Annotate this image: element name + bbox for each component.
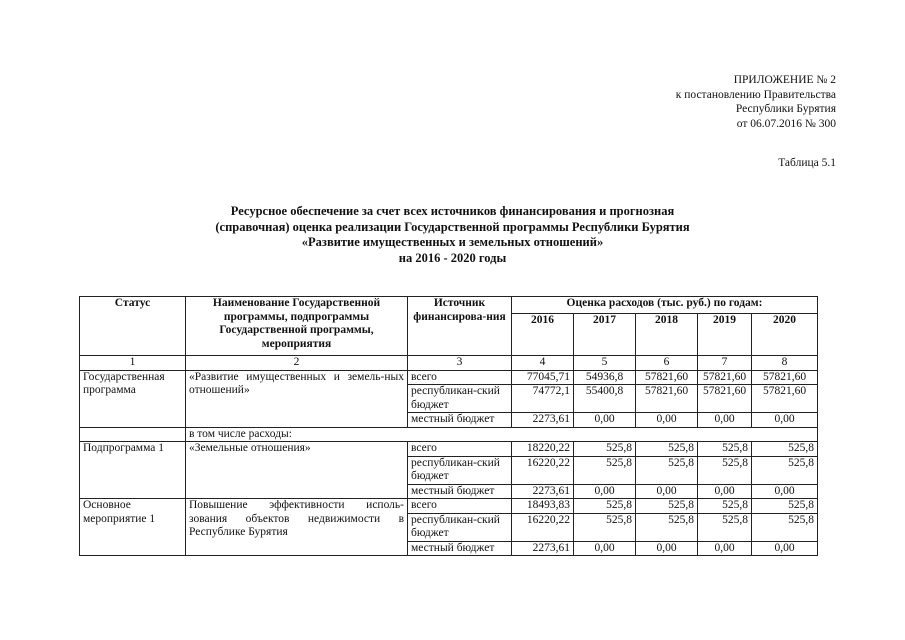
source-cell: всего	[408, 442, 512, 457]
value-cell: 77045,71	[512, 370, 574, 385]
value-cell: 525,8	[698, 513, 752, 541]
annex-date: от 06.07.2016 № 300	[736, 117, 836, 130]
value-cell: 0,00	[574, 541, 636, 556]
name-cell: Повышение эффективности исполь-зования объектов недвижимости в Республике Бурятия	[186, 499, 408, 556]
value-cell: 0,00	[636, 484, 698, 499]
empty-cell	[80, 427, 186, 442]
column-number: 7	[698, 356, 752, 371]
source-cell: местный бюджет	[408, 413, 512, 428]
header-year: 2017	[574, 314, 636, 356]
value-cell: 57821,60	[636, 385, 698, 413]
value-cell: 0,00	[698, 541, 752, 556]
value-cell: 525,8	[574, 456, 636, 484]
source-cell: местный бюджет	[408, 484, 512, 499]
header-year: 2018	[636, 314, 698, 356]
header-year: 2020	[752, 314, 818, 356]
title-line-4: на 2016 - 2020 годы	[398, 250, 507, 265]
name-cell: «Земельные отношения»	[186, 442, 408, 499]
column-number: 1	[80, 356, 186, 371]
value-cell: 525,8	[752, 442, 818, 457]
header-status: Статус	[80, 297, 186, 356]
value-cell: 57821,60	[636, 370, 698, 385]
annex-block	[676, 73, 836, 131]
column-number: 4	[512, 356, 574, 371]
column-number: 5	[574, 356, 636, 371]
header-year: 2016	[512, 314, 574, 356]
source-cell: местный бюджет	[408, 541, 512, 556]
value-cell: 18220,22	[512, 442, 574, 457]
value-cell: 525,8	[698, 499, 752, 514]
value-cell: 55400,8	[574, 385, 636, 413]
source-cell: всего	[408, 370, 512, 385]
header-name: Наименование Государственной программы, подпрограммы Государственной программы, мероприятия	[186, 297, 408, 356]
annex-title: ПРИЛОЖЕНИЕ № 2	[733, 74, 836, 86]
header-estimate: Оценка расходов (тыс. руб.) по годам:	[512, 297, 818, 314]
budget-table	[79, 296, 818, 556]
value-cell: 57821,60	[698, 370, 752, 385]
status-cell: Государственная программа	[80, 370, 186, 427]
value-cell: 525,8	[574, 499, 636, 514]
status-cell: Основное мероприятие 1	[80, 499, 186, 556]
value-cell: 0,00	[752, 413, 818, 428]
value-cell: 525,8	[752, 456, 818, 484]
column-number: 6	[636, 356, 698, 371]
column-number: 2	[186, 356, 408, 371]
value-cell: 57821,60	[752, 385, 818, 413]
value-cell: 0,00	[752, 541, 818, 556]
name-cell: «Развитие имущественных и земель-ных отношений»	[186, 370, 408, 427]
column-number: 3	[408, 356, 512, 371]
source-cell: республикан-ский бюджет	[408, 385, 512, 413]
value-cell: 525,8	[752, 499, 818, 514]
value-cell: 0,00	[636, 413, 698, 428]
value-cell: 16220,22	[512, 456, 574, 484]
value-cell: 18493,83	[512, 499, 574, 514]
title-line-3: «Развитие имущественных и земельных отношений»	[301, 235, 604, 249]
value-cell: 525,8	[574, 442, 636, 457]
value-cell: 54936,8	[574, 370, 636, 385]
header-source: Источник финансирова-ния	[408, 297, 512, 356]
title-line-1: Ресурсное обеспечение за счет всех источников финансирования и прогнозная	[230, 204, 675, 218]
value-cell: 0,00	[698, 413, 752, 428]
value-cell: 0,00	[698, 484, 752, 499]
value-cell: 0,00	[574, 484, 636, 499]
document-title	[0, 204, 905, 266]
table-row	[80, 370, 818, 385]
title-line-2: (справочная) оценка реализации Государственной программы Республики Бурятия	[215, 219, 690, 234]
value-cell: 525,8	[636, 442, 698, 457]
value-cell: 2273,61	[512, 484, 574, 499]
value-cell: 0,00	[574, 413, 636, 428]
column-number-row	[80, 356, 818, 371]
status-cell: Подпрограмма 1	[80, 442, 186, 499]
value-cell: 2273,61	[512, 541, 574, 556]
value-cell: 0,00	[752, 484, 818, 499]
value-cell: 2273,61	[512, 413, 574, 428]
value-cell: 525,8	[752, 513, 818, 541]
value-cell: 525,8	[636, 456, 698, 484]
source-cell: республикан-ский бюджет	[408, 513, 512, 541]
table-row	[80, 499, 818, 514]
value-cell: 16220,22	[512, 513, 574, 541]
annex-republic: Республики Бурятия	[735, 103, 836, 115]
table-row	[80, 442, 818, 457]
column-number: 8	[752, 356, 818, 371]
table-number: Таблица 5.1	[778, 157, 836, 169]
header-year: 2019	[698, 314, 752, 356]
value-cell: 57821,60	[698, 385, 752, 413]
annex-resolution: к постановлению Правительства	[675, 88, 836, 101]
source-cell: республикан-ский бюджет	[408, 456, 512, 484]
value-cell: 525,8	[698, 442, 752, 457]
value-cell: 525,8	[636, 513, 698, 541]
subheader-row	[80, 427, 818, 442]
value-cell: 74772,1	[512, 385, 574, 413]
value-cell: 525,8	[698, 456, 752, 484]
value-cell: 57821,60	[752, 370, 818, 385]
subheader-text: в том числе расходы:	[186, 427, 818, 442]
value-cell: 525,8	[636, 499, 698, 514]
value-cell: 525,8	[574, 513, 636, 541]
source-cell: всего	[408, 499, 512, 514]
value-cell: 0,00	[636, 541, 698, 556]
